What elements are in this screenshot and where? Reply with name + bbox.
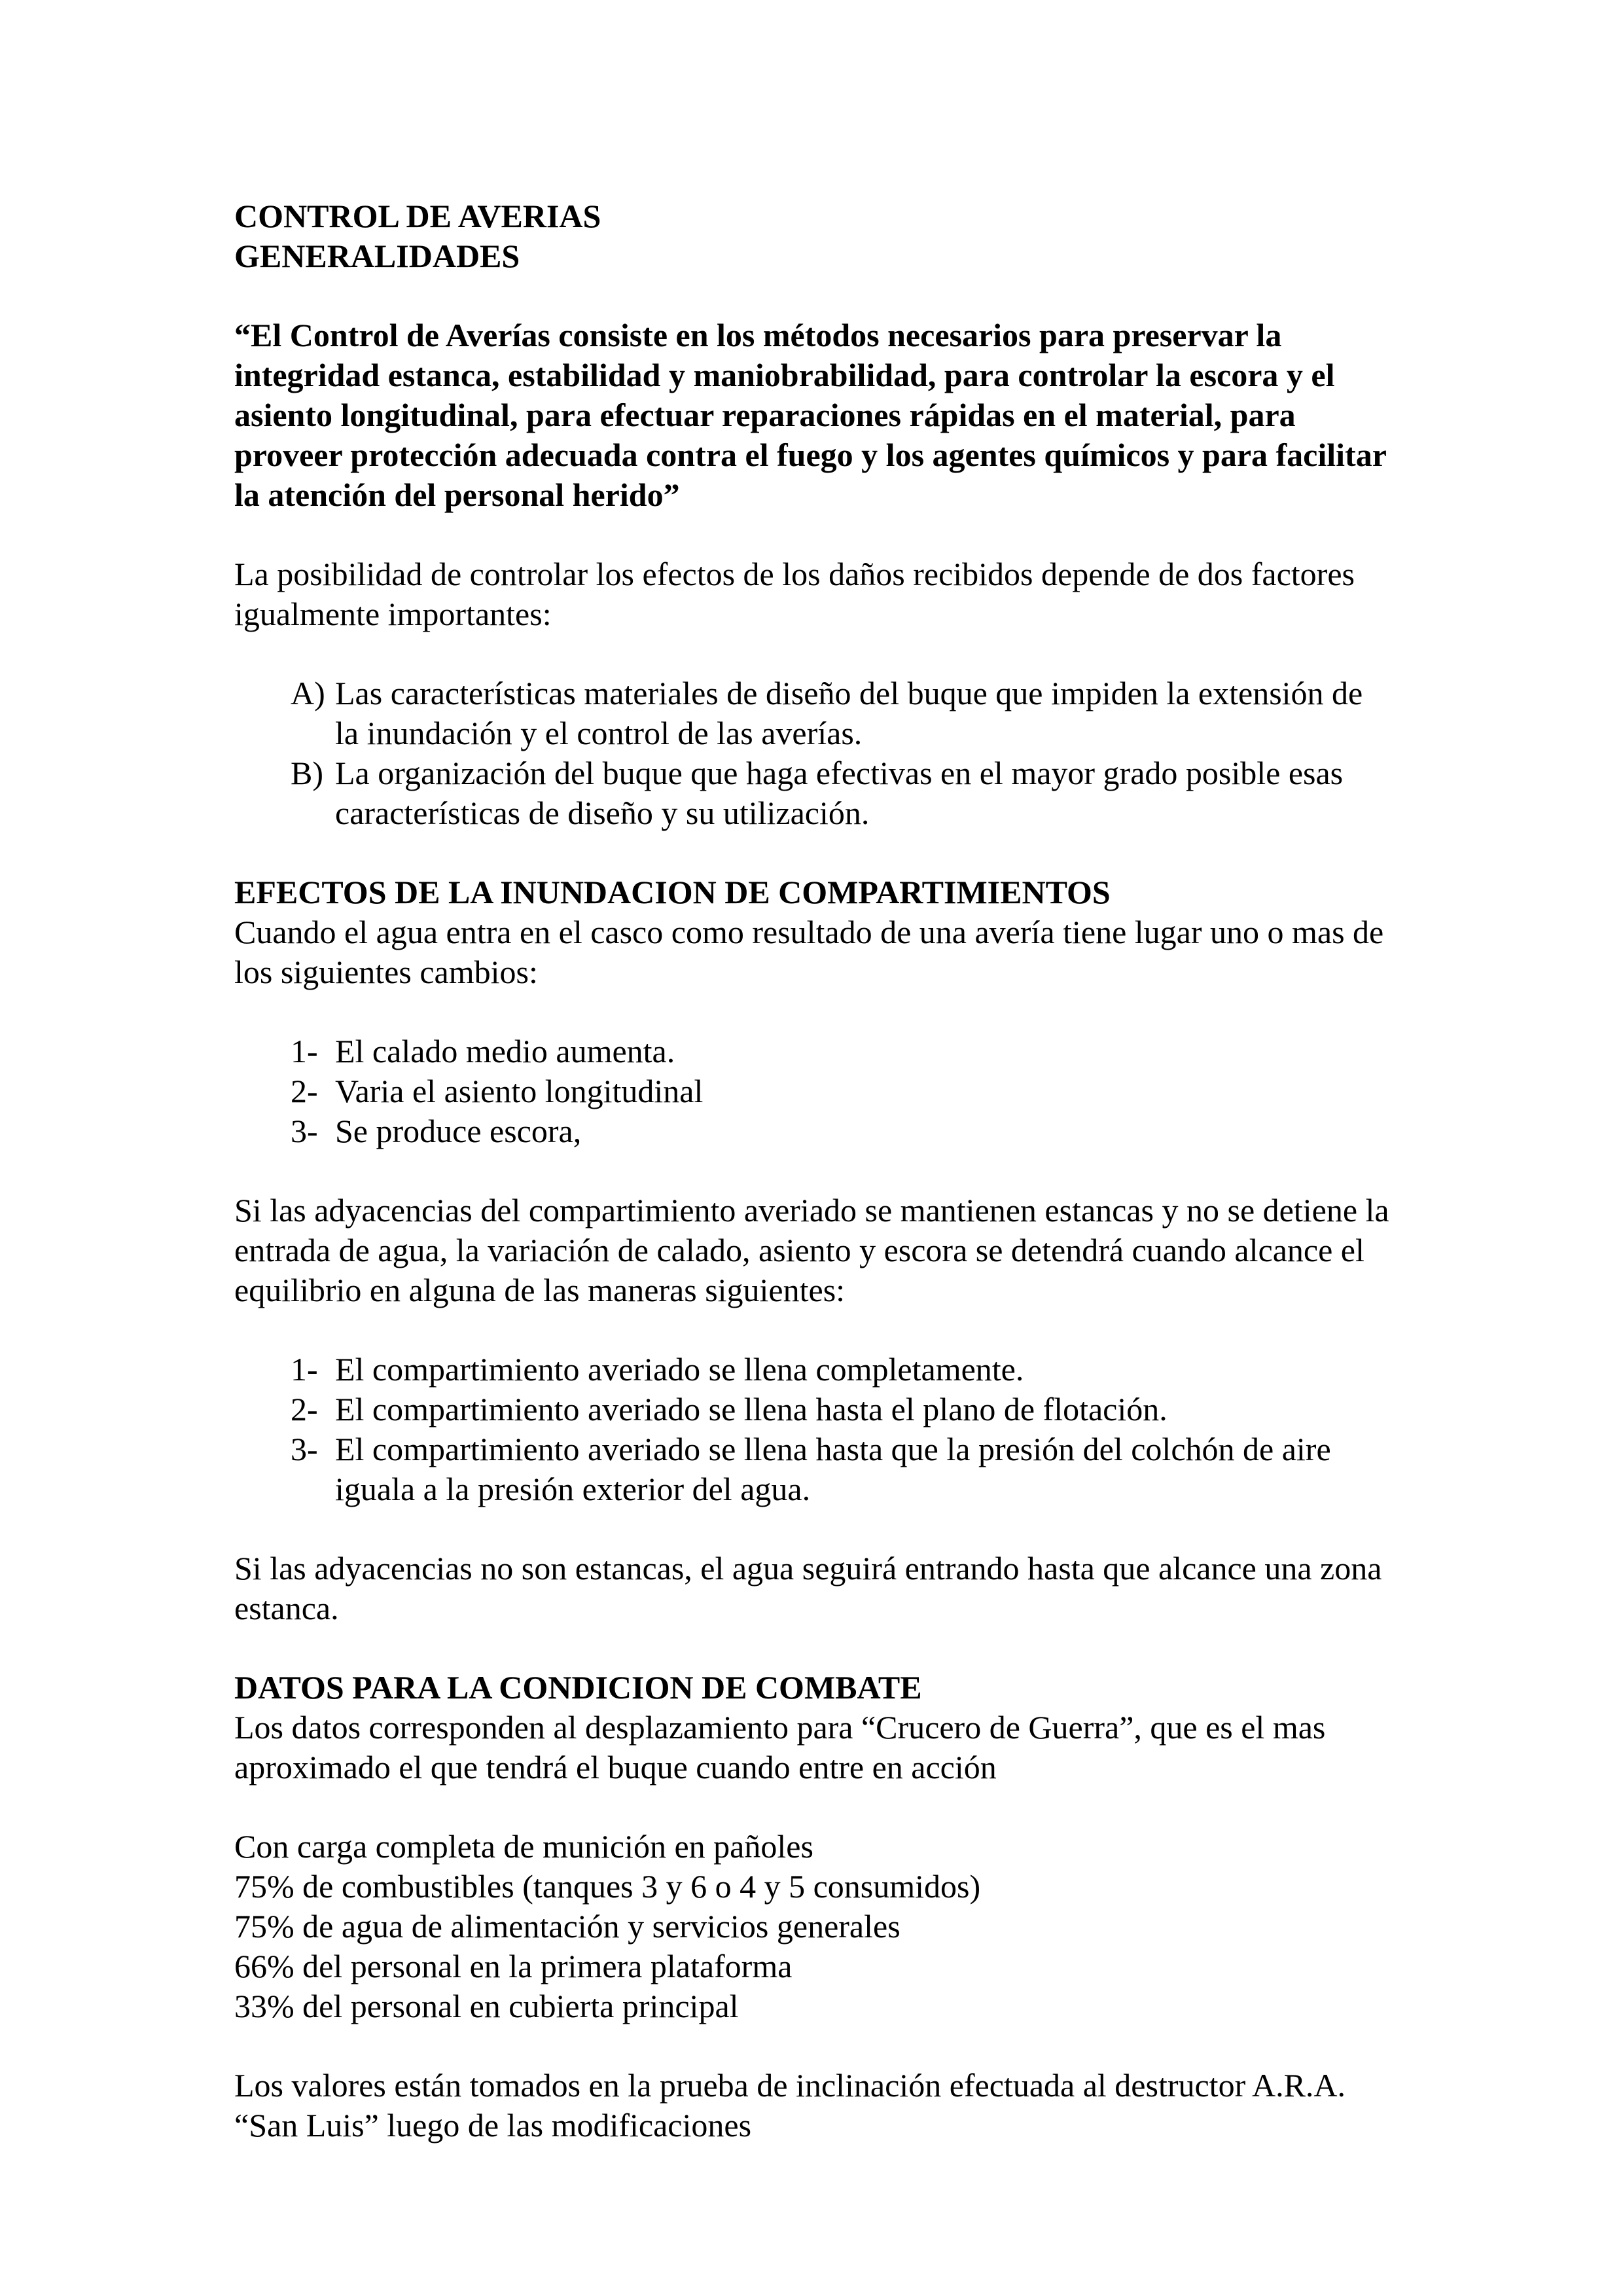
load-line: Con carga completa de munición en pañoles xyxy=(234,1828,813,1865)
doc-title-line1: CONTROL DE AVERIAS xyxy=(234,198,601,234)
equilibrium-modes-list xyxy=(234,1350,1394,1509)
list-item-text: Las características materiales de diseño del buque que impiden la extensión de la inundación y el control de las averías. xyxy=(335,675,1363,751)
flooding-changes-list xyxy=(234,1031,1394,1151)
combat-section-header xyxy=(234,1668,1394,1787)
list-item-marker: 2- xyxy=(291,1391,318,1427)
list-item-marker: 3- xyxy=(291,1113,318,1149)
combat-note-paragraph: Los valores están tomados en la prueba de inclinación efectuada al destructor A.R.A. “San Luis” luego de las modificaciones xyxy=(234,2067,1346,2144)
list-item-marker: B) xyxy=(291,755,323,791)
title-block xyxy=(234,196,1394,276)
list-item xyxy=(291,1429,1394,1509)
list-item-text: La organización del buque que haga efectivas en el mayor grado posible esas características de diseño y su utilización. xyxy=(335,755,1344,831)
list-item-marker: A) xyxy=(291,675,325,711)
list-item-text: El compartimiento averiado se llena completamente. xyxy=(335,1351,1024,1388)
equilibrium-intro-paragraph: Si las adyacencias del compartimiento averiado se mantienen estancas y no se detiene la entrada de agua, la variación de calado, asiento y escora se detendrá cuando alcance el equilibrio en alguna de las maneras siguientes: xyxy=(234,1192,1389,1308)
factors-list xyxy=(234,673,1394,833)
list-item xyxy=(291,1390,1394,1429)
list-item-marker: 2- xyxy=(291,1073,318,1109)
list-item-text: Se produce escora, xyxy=(335,1113,582,1149)
list-item-marker: 1- xyxy=(291,1351,318,1388)
combat-load-lines xyxy=(234,1827,1394,2026)
flooding-section-header xyxy=(234,872,1394,992)
list-item-text: El calado medio aumenta. xyxy=(335,1033,675,1069)
list-item xyxy=(291,753,1394,833)
list-item xyxy=(291,1111,1394,1151)
list-item xyxy=(291,1071,1394,1111)
list-item xyxy=(291,1350,1394,1390)
list-item-text: El compartimiento averiado se llena hasta que la presión del colchón de aire iguala a la presión exterior del agua. xyxy=(335,1431,1331,1507)
flooding-section-lead: Cuando el agua entra en el casco como resultado de una avería tiene lugar uno o mas de los siguientes cambios: xyxy=(234,914,1384,990)
doc-title-line2: GENERALIDADES xyxy=(234,238,520,274)
flooding-section-heading: EFECTOS DE LA INUNDACION DE COMPARTIMIENTOS xyxy=(234,874,1111,910)
load-line: 66% del personal en la primera plataforma xyxy=(234,1948,793,1984)
combat-section-heading: DATOS PARA LA CONDICION DE COMBATE xyxy=(234,1669,922,1706)
combat-section-lead: Los datos corresponden al desplazamiento para “Crucero de Guerra”, que es el mas aproximado el que tendrá el buque cuando entre en acción xyxy=(234,1709,1326,1785)
load-line: 75% de combustibles (tanques 3 y 6 o 4 y 5 consumidos) xyxy=(234,1868,981,1905)
list-item-marker: 1- xyxy=(291,1033,318,1069)
list-item-marker: 3- xyxy=(291,1431,318,1467)
list-item-text: Varia el asiento longitudinal xyxy=(335,1073,704,1109)
definition-quote-paragraph: “El Control de Averías consiste en los métodos necesarios para preservar la integridad estanca, estabilidad y maniobrabilidad, para controlar la escora y el asiento longitudinal, para efectuar reparaciones rápidas en el material, para proveer protección adecuada contra el fuego y los agentes químicos y para facilitar la atención del personal herido” xyxy=(234,317,1386,513)
list-item-text: El compartimiento averiado se llena hasta el plano de flotación. xyxy=(335,1391,1168,1427)
load-line: 33% del personal en cubierta principal xyxy=(234,1988,739,2024)
intro-paragraph: La posibilidad de controlar los efectos de los daños recibidos depende de dos factores igualmente importantes: xyxy=(234,556,1355,632)
load-line: 75% de agua de alimentación y servicios generales xyxy=(234,1908,901,1945)
list-item xyxy=(291,1031,1394,1071)
flooding-closing-paragraph: Si las adyacencias no son estancas, el agua seguirá entrando hasta que alcance una zona estanca. xyxy=(234,1550,1382,1626)
list-item xyxy=(291,673,1394,753)
